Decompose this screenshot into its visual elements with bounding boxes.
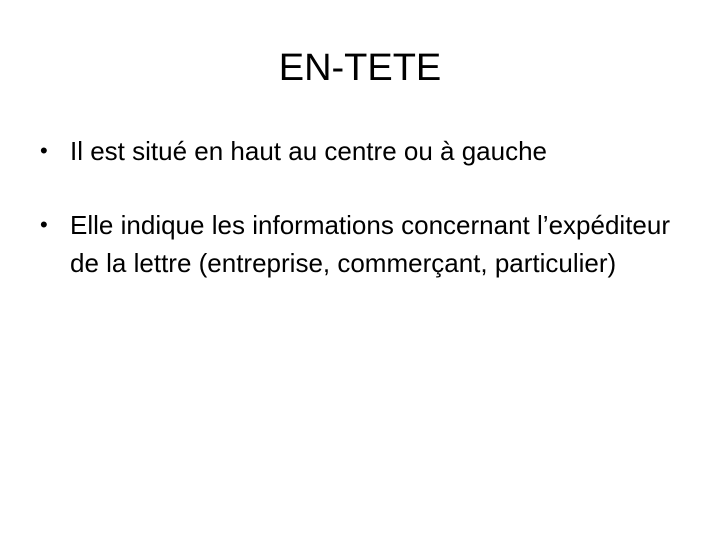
bullet-icon: • — [40, 212, 48, 237]
bullet-text: Il est situé en haut au centre ou à gauche — [70, 136, 548, 166]
bullet-item — [36, 206, 670, 282]
slide-title: EN-TETE — [278, 47, 442, 89]
bullet-text: Elle indique les informations concernant l’expéditeur de la lettre (entreprise, commerçant, particulier) — [70, 210, 670, 278]
bullet-icon: • — [40, 138, 48, 163]
bullet-item — [36, 132, 670, 170]
bullet-list — [36, 132, 670, 282]
